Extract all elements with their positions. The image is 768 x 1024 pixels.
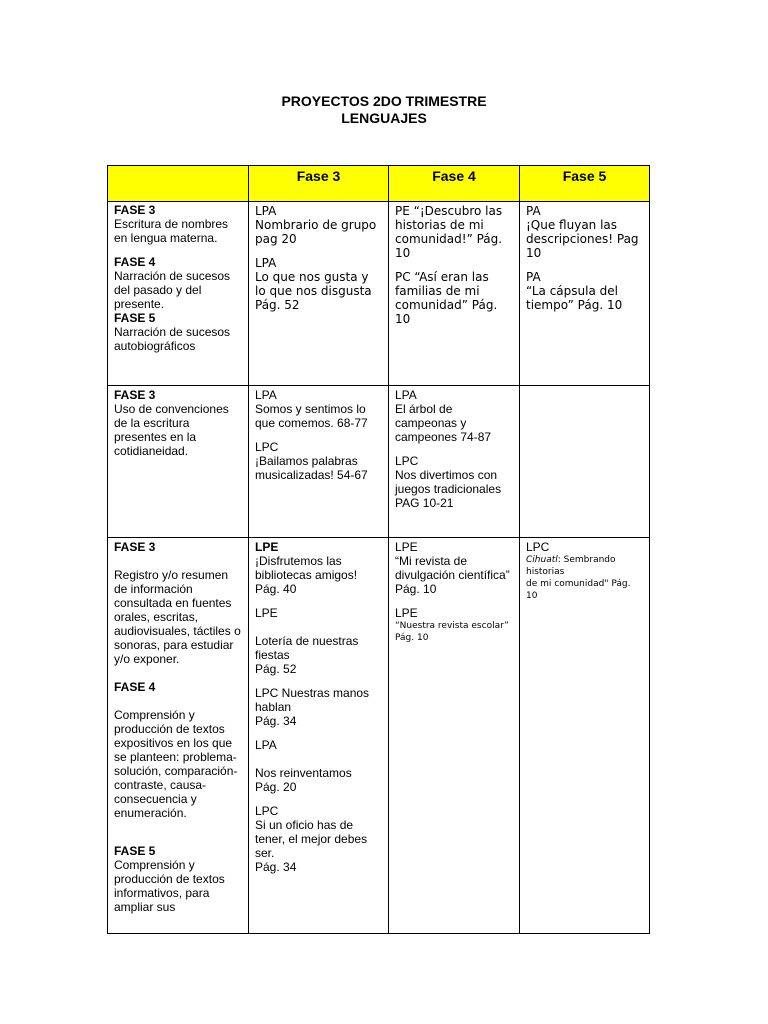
row2-fase3-cell	[249, 386, 389, 538]
phase-label: FASE 3	[114, 388, 156, 402]
project-title: Lo que nos gusta y lo que nos disgusta Pág. 52	[255, 270, 372, 312]
row1-fase3-cell	[249, 202, 389, 386]
project-title: Somos y sentimos lo que comemos. 68-77	[255, 402, 368, 430]
header-cell-fase4: Fase 4	[389, 166, 520, 202]
project-title: “La cápsula del tiempo” Pág. 10	[526, 284, 623, 312]
project-code: LPC	[395, 454, 419, 468]
phase-description: Comprensión y producción de textos informativos, para ampliar sus	[114, 858, 225, 914]
project-code: LPA	[255, 388, 277, 402]
projects-table	[107, 165, 650, 934]
phase-label: FASE 4	[114, 680, 156, 694]
project-title: ¡Disfrutemos las bibliotecas amigos!	[255, 554, 358, 582]
project-title: ¡Que fluyan las descripciones! Pag 10	[526, 218, 639, 260]
document-title	[0, 93, 768, 127]
project-title: LPC Nuestras manos hablan	[255, 686, 370, 714]
table-row	[108, 202, 650, 386]
phase-description: Narración de sucesos autobiográficos	[114, 325, 231, 353]
header-cell-empty	[108, 166, 249, 202]
table-row	[108, 538, 650, 934]
project-page: Pág. 34	[255, 714, 297, 728]
project-title: Lotería de nuestras fiestas	[255, 634, 359, 662]
project-code: PA	[526, 270, 541, 284]
project-page: Pág. 34	[255, 860, 297, 874]
row1-fase5-cell	[520, 202, 650, 386]
title-line-1: PROYECTOS 2DO TRIMESTRE	[281, 93, 487, 109]
project-page: Pág. 10	[395, 582, 437, 596]
row3-fase5-cell	[520, 538, 650, 934]
project-page: Pág. 52	[255, 662, 297, 676]
phase-description: Escritura de nombres en lengua materna.	[114, 217, 229, 245]
row2-description-cell	[108, 386, 249, 538]
row3-fase4-cell	[389, 538, 520, 934]
project-page: Pág. 10	[395, 633, 429, 643]
phase-description: Narración de sucesos del pasado y del presente.	[114, 269, 231, 311]
phase-description: Uso de convenciones de la escritura presentes en la cotidianeidad.	[114, 402, 229, 458]
phase-label: FASE 3	[114, 540, 156, 554]
phase-label: FASE 5	[114, 844, 156, 858]
project-title: PE “¡Descubro las historias de mi comunidad!” Pág. 10	[395, 204, 503, 260]
project-code: LPA	[255, 738, 277, 752]
project-code: LPE	[255, 540, 279, 554]
header-cell-fase3: Fase 3	[249, 166, 389, 202]
project-code: LPA	[255, 256, 277, 270]
project-code: LPA	[255, 204, 277, 218]
project-title: Nos divertimos con juegos tradicionales PAG 10-21	[395, 468, 502, 510]
row1-fase4-cell	[389, 202, 520, 386]
project-title-rest: : Sembrando historias	[526, 555, 616, 577]
project-title-line2: de mi comunidad	[526, 579, 605, 589]
project-code: PA	[526, 204, 541, 218]
project-code: LPC	[255, 440, 279, 454]
project-page: " Pág. 10	[526, 579, 631, 601]
phase-label: FASE 5	[114, 311, 156, 325]
table-header-row	[108, 166, 650, 202]
project-title: El árbol de campeonas y campeones 74-87	[395, 402, 492, 444]
phase-description: Registro y/o resumen de información consultada en fuentes orales, escritas, audiovisuales, táctiles o sonoras, para estudiar y/o exponer.	[114, 568, 241, 666]
project-code: LPE	[395, 540, 418, 554]
row1-description-cell	[108, 202, 249, 386]
row3-description-cell	[108, 538, 249, 934]
project-title-continued	[526, 578, 643, 602]
project-title	[526, 554, 643, 578]
table-row	[108, 386, 650, 538]
project-title: Nos reinventamos	[255, 766, 352, 780]
project-code: LPE	[255, 606, 278, 620]
project-title: “Nuestra revista escolar”	[395, 621, 509, 631]
project-title: Nombrario de grupo pag 20	[255, 218, 377, 246]
header-cell-fase5: Fase 5	[520, 166, 650, 202]
phase-label: FASE 3	[114, 203, 156, 217]
project-title: ¡Bailamos palabras musicalizadas! 54-67	[255, 454, 368, 482]
title-line-2: LENGUAJES	[341, 110, 427, 126]
project-page: Pág. 40	[255, 582, 297, 596]
project-page: Pág. 20	[255, 780, 297, 794]
project-code: LPC	[255, 804, 279, 818]
project-code: LPE	[395, 606, 418, 620]
project-title-italic: Cihuatl	[526, 555, 558, 565]
row2-fase5-cell-empty	[520, 386, 650, 538]
project-code: LPA	[395, 388, 417, 402]
row2-fase4-cell	[389, 386, 520, 538]
project-title: PC “Así eran las familias de mi comunidad” Pág. 10	[395, 270, 498, 326]
phase-label: FASE 4	[114, 255, 156, 269]
project-title: Si un oficio has de tener, el mejor debes ser.	[255, 818, 368, 860]
phase-description: Comprensión y producción de textos expositivos en los que se planteen: problema-solución, comparación-contraste, causa-consecuencia y enumeración.	[114, 708, 238, 820]
project-code: LPC	[526, 540, 550, 554]
row3-fase3-cell	[249, 538, 389, 934]
project-title: “Mi revista de divulgación científica”	[395, 554, 510, 582]
